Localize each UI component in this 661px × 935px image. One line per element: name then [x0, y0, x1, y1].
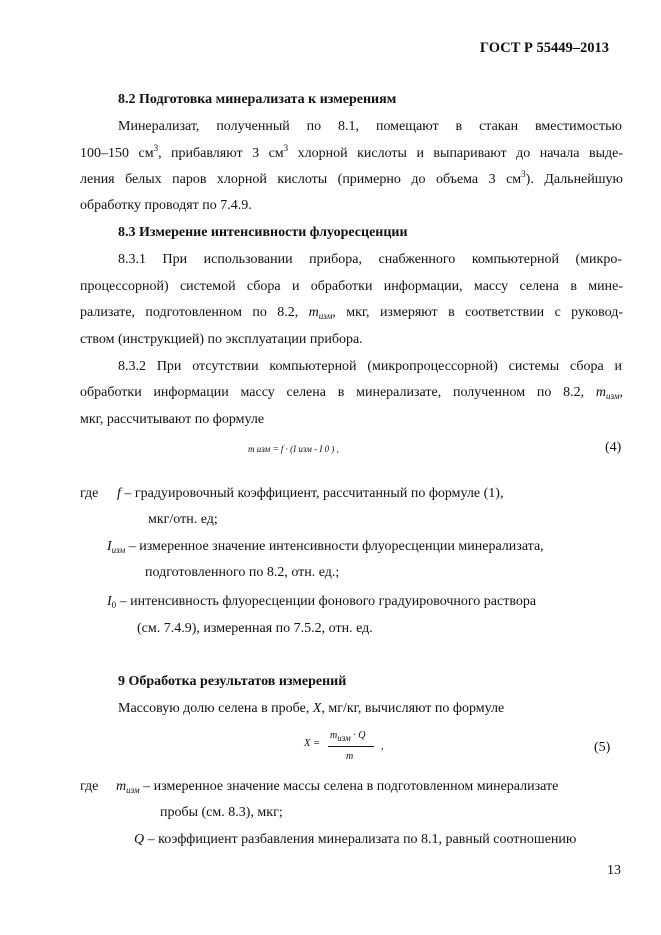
- where-1-i0: $I_0$ – интенсивность флуоресценции фонового градуировочного раствора: [107, 594, 537, 610]
- formula-4-number: (4): [605, 440, 622, 455]
- where-1-i-cont: подготовленного по 8.2, отн. ед.;: [145, 565, 340, 580]
- s82-line-3: ления белых паров хлорной кислоты (примерно до объема 3 $см^3$). Дальнейшую: [80, 169, 624, 187]
- s9-line-1: Массовую долю селена в пробе, X, мг/кг, вычисляют по формуле: [118, 701, 505, 716]
- s83-p1-line-3: рализате, подготовленном по 8.2, $m_{изм}$, мкг, измеряют в соответствии с руковод-: [80, 305, 623, 321]
- formula-5-denominator: m: [346, 751, 354, 762]
- where-2-m-cont: пробы (см. 8.3), мкг;: [160, 805, 283, 820]
- formula-4: m изм = f · (I изм - I 0 ) ,: [248, 444, 339, 454]
- s82-line-2: 100–150 $см^3$, прибавляют 3 $см^3$ хлорной кислоты и выпаривают до начала выде-: [80, 143, 623, 161]
- s82-line-1: Минерализат, полученный по 8.1, помещают в стакан вместимостью: [118, 119, 622, 134]
- formula-5-comma: ,: [381, 741, 384, 752]
- s83-p2-line-1: 8.3.2 При отсутствии компьютерной (микропроцессорной) системы сбора и: [118, 359, 622, 374]
- s82-line-4: обработку проводят по 7.4.9.: [80, 198, 252, 213]
- where-1-f-cont: мкг/отн. ед;: [148, 512, 218, 527]
- s83-p2-line-2: обработки информации массу селена в минерализате, полученном по 8.2, $m_{изм}$,: [80, 385, 623, 401]
- s83-p2-line-3: мкг, рассчитывают по формуле: [80, 412, 265, 427]
- where-1-i: $I_{изм}$ – измеренное значение интенсивности флуоресценции минерализата,: [107, 539, 544, 555]
- section-9-title: 9 Обработка результатов измерений: [118, 674, 347, 689]
- formula-5-number: (5): [594, 740, 611, 755]
- where-1-f: f – градуировочный коэффициент, рассчитанный по формуле (1),: [117, 486, 504, 501]
- formula-5-fraction-bar: [328, 746, 374, 747]
- where-2-q: Q – коэффициент разбавления минерализата по 8.1, равный соотношению: [134, 832, 577, 847]
- where-1-i0-cont: (см. 7.4.9), измеренная по 7.5.2, отн. ед.: [137, 621, 373, 636]
- s83-p1-line-2: процессорной) системой сбора и обработки информации, массу селена в мине-: [80, 279, 623, 294]
- page-number: 13: [607, 863, 621, 878]
- formula-5-lhs: X =: [304, 738, 321, 749]
- where-2-m: $m_{изм}$ – измеренное значение массы селена в подготовленном минерализате: [116, 779, 559, 795]
- where-1-label: где: [80, 486, 99, 501]
- section-8-3-title: 8.3 Измерение интенсивности флуоресценции: [118, 225, 408, 240]
- s83-p1-line-1: 8.3.1 При использовании прибора, снабженного компьютерной (микро-: [118, 252, 622, 267]
- standard-header: ГОСТ Р 55449–2013: [479, 40, 609, 56]
- s83-p1-line-4: ством (инструкцией) по эксплуатации прибора.: [80, 332, 363, 347]
- formula-5-numerator: $m_{изм} \cdot Q$: [330, 730, 366, 743]
- where-2-label: где: [80, 779, 99, 794]
- section-8-2-title: 8.2 Подготовка минерализата к измерениям: [118, 92, 397, 107]
